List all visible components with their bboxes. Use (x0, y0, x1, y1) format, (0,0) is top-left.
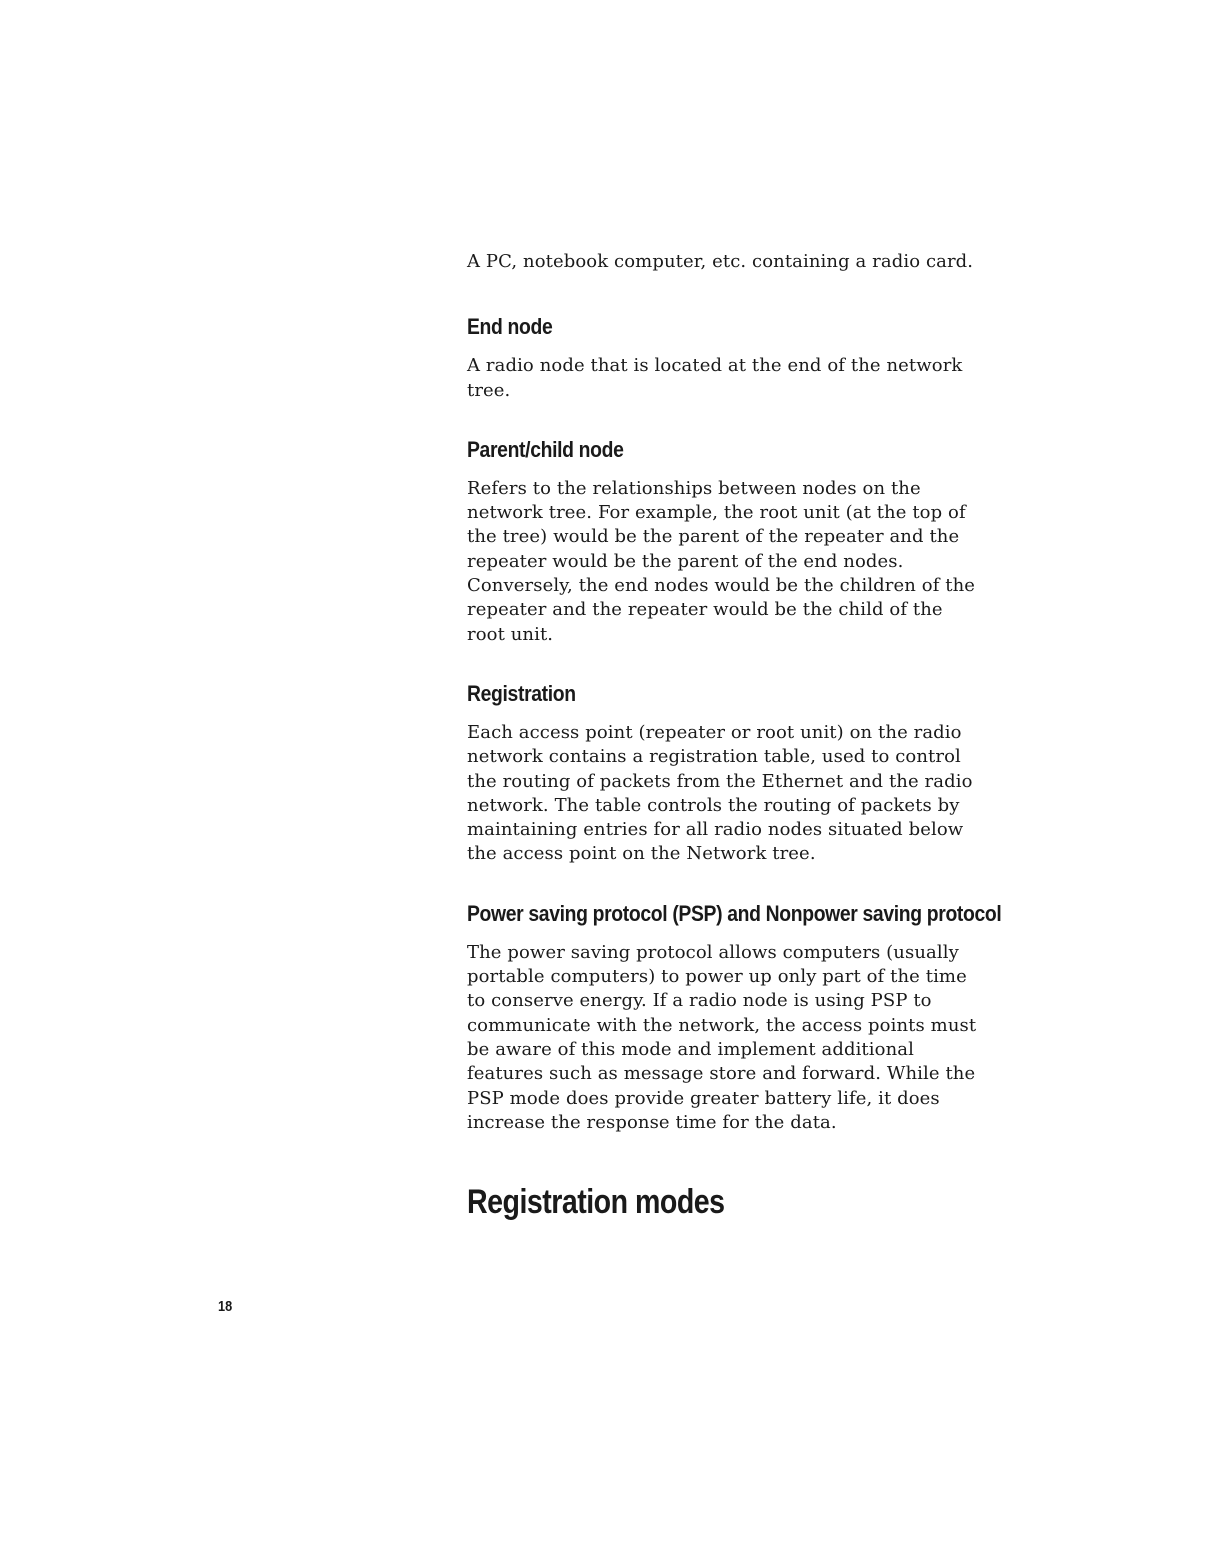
section-parent-child-node (467, 435, 977, 647)
section-end-node (467, 312, 977, 403)
intro-paragraph: A PC, notebook computer, etc. containing a radio card. (467, 251, 974, 272)
section-body: Each access point (repeater or root unit) on the radio network contains a registration table, used to control the routing of packets from the Ethernet and the radio network. The table controls the routing of packets by maintaining entries for all radio nodes situated below the access point on the Network tree. (467, 721, 973, 865)
section-heading: End node (467, 314, 553, 340)
section-heading: Parent/child node (467, 436, 624, 462)
text-column (467, 250, 1002, 1167)
section-body: Refers to the relationships between nodes on the network tree. For example, the root unit (at the top of the tree) would be the parent of the repeater and the repeater would be the parent of the end nodes. Conversely, the end nodes would be the children of the repeater and the repeater would be the child of the root unit. (467, 477, 976, 645)
chapter-heading: Registration modes (467, 1183, 725, 1221)
section-heading: Registration (467, 680, 576, 706)
section-heading: Power saving protocol (PSP) and Nonpower saving protocol (467, 900, 1002, 926)
section-registration (467, 679, 977, 867)
section-body: The power saving protocol allows computers (usually portable computers) to power up only part of the time to conserve energy. If a radio node is using PSP to communicate with the network, the access points must be aware of this mode and implement additional features such as message store and forward. While the PSP mode does provide greater battery life, it does increase the response time for the data. (467, 941, 977, 1133)
page-number: 18 (218, 1298, 233, 1315)
section-body: A radio node that is located at the end of the network tree. (467, 355, 963, 401)
section-power-saving-protocol (467, 899, 1002, 1135)
